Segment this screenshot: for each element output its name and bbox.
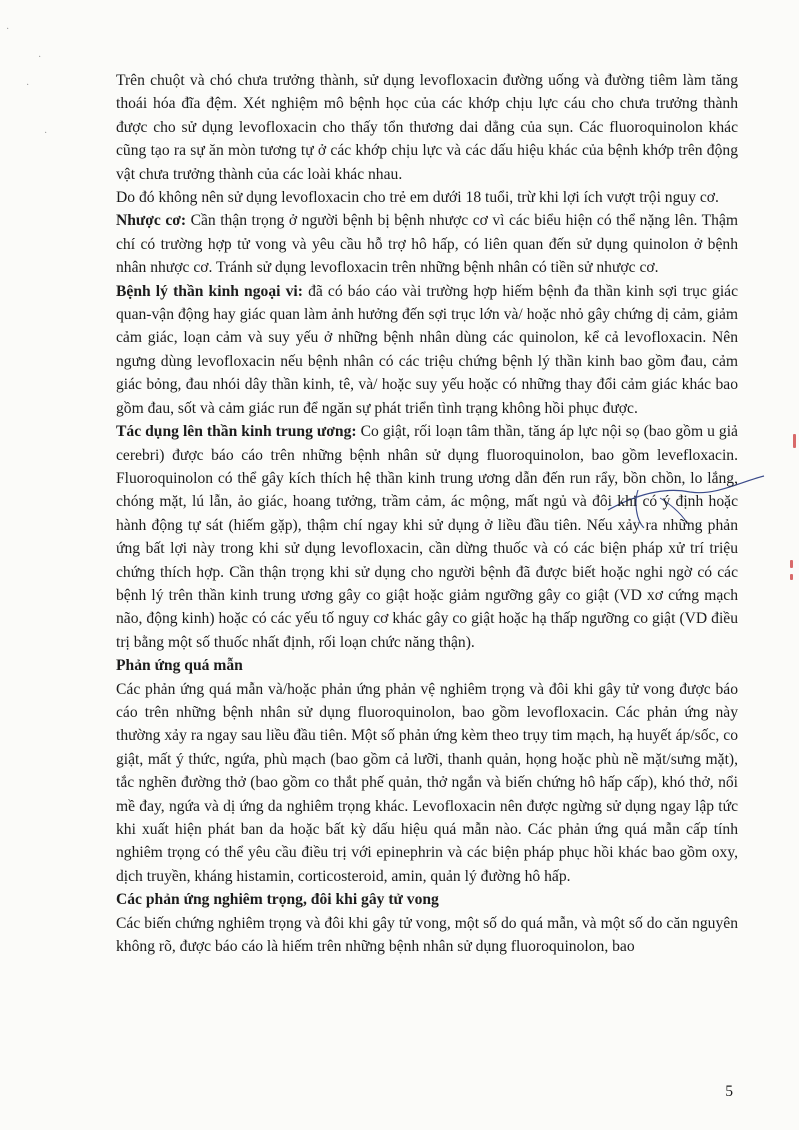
paragraph: Các phản ứng quá mẫn và/hoặc phản ứng phản vệ nghiêm trọng và đôi khi gây tử vong được báo cáo trên những bệnh nhân sử dụng fluoroquinolon, bao gồm levofloxacin. Các phản ứng này thường xảy ra ngay sau liều đầu tiên. Một số phản ứng kèm theo trụy tim mạch, hạ huyết áp/sốc, co giật, mất ý thức, ngứa, phù mạch (bao gồm cả lưỡi, thanh quản, họng hoặc phù nề mặt/sưng mặt), tắc nghẽn đường thở (bao gồm co thắt phế quản, thở ngắn và biến chứng hô hấp cấp), khó thở, nổi mề đay, ngứa và dị ứng da nghiêm trọng khác. Levofloxacin nên được ngừng sử dụng ngay lập tức khi xuất hiện phát ban da hoặc bất kỳ dấu hiệu quá mẫn nào. Các phản ứng quá mẫn cấp tính nghiêm trọng có thể yêu cầu điều trị với epinephrin và các biện pháp phục hồi khác bao gồm oxy, dịch truyền, kháng histamin, corticosteroid, amin, quản lý đường hô hấp. [116, 680, 738, 885]
paragraph: Trên chuột và chó chưa trưởng thành, sử dụng levofloxacin đường uống và đường tiêm làm tăng thoái hóa đĩa đệm. Xét nghiệm mô bệnh học của các khớp chịu lực cáu cho chưa trưởng thành được cho sử dụng levofloxacin cho thấy tổn thương dai dẳng của sụn. Các fluoroquinolon khác cũng tạo ra sự ăn mòn tương tự ở các khớp chịu lực và các dấu hiệu khác của bệnh khớp trên động vật chưa trưởng thành của các loài khác nhau. [116, 72, 738, 183]
section-heading: Các phản ứng nghiêm trọng, đôi khi gây tử vong [116, 891, 439, 909]
paragraph [116, 209, 738, 279]
paragraph: Do đó không nên sử dụng levofloxacin cho trẻ em dưới 18 tuổi, trừ khi lợi ích vượt trội nguy cơ. [116, 189, 719, 207]
paragraph-lead: Nhược cơ: [116, 212, 187, 230]
paragraph-lead: Bệnh lý thần kinh ngoại vi: [116, 282, 303, 300]
document-body [116, 69, 738, 958]
paragraph [116, 420, 738, 654]
margin-ink-mark [790, 560, 793, 568]
paragraph-lead: Tác dụng lên thần kinh trung ương: [116, 423, 357, 441]
scan-speck: · [6, 24, 10, 35]
section-heading: Phản ứng quá mẫn [116, 657, 243, 675]
paragraph-text: đã có báo cáo vài trường hợp hiếm bệnh đa thần kinh sợi trục giác quan-vận động hay giác quan làm ảnh hưởng đến sợi trục lớn và/ hoặc nhỏ gây chứng dị cảm, giảm cảm giác, loạn cảm và suy yếu ở những bệnh nhân dùng các quinolon, kể cả levofloxacin. Nên ngưng dùng levofloxacin nếu bệnh nhân có các triệu chứng bệnh lý thần kinh bao gồm đau, cảm giác bỏng, đau nhói dây thần kinh, tê, và/ hoặc suy yếu hoặc có những thay đổi cảm giác khác bao gồm đau, sốt và cảm giác run để ngăn sự phát triển tình trạng không hồi phục được. [116, 282, 738, 417]
paragraph: Các biến chứng nghiêm trọng và đôi khi gây tử vong, một số do quá mẫn, và một số do căn nguyên không rõ, được báo cáo là hiếm trên những bệnh nhân sử dụng fluoroquinolon, bao [116, 914, 738, 956]
scan-speck: · [38, 52, 42, 63]
paragraph [116, 280, 738, 420]
paragraph-text: Co giật, rối loạn tâm thần, tăng áp lực nội sọ (bao gồm u giả cerebri) được báo cáo trên những bệnh nhân sử dụng fluoroquinolon, bao gồm levefloxacin. Fluoroquinolon có thể gây kích thích hệ thần kinh trung ương dẫn đến run rẩy, bồn chồn, lo lắng, chóng mặt, lú lẫn, ảo giác, hoang tưởng, trầm cảm, ác mộng, mất ngủ và đôi khi có ý định hoặc hành động tự sát (hiếm gặp), thậm chí ngay khi sử dụng ở liều đầu tiên. Nếu xảy ra những phản ứng bất lợi này trong khi sử dụng levofloxacin, cần dừng thuốc và có các biện pháp xử trí triệu chứng thích hợp. Cần thận trọng khi sử dụng cho người bệnh đã được biết hoặc nghi ngờ có các bệnh lý trên thần kinh trung ương gây co giật hoặc giảm ngưỡng gây co giật (VD xơ cứng mạch não, động kinh) hoặc có các yếu tố nguy cơ khác gây co giật hoặc hạ thấp ngưỡng co giật (VD điều trị bằng một số thuốc nhất định, rối loạn chức năng thận). [116, 423, 738, 651]
margin-ink-mark [790, 574, 793, 580]
page-number: 5 [725, 1083, 733, 1100]
margin-ink-mark [793, 434, 796, 448]
paragraph-text: Cần thận trọng ở người bệnh bị bệnh nhược cơ vì các biểu hiện có thể nặng lên. Thậm chí có trường hợp tử vong và yêu cầu hỗ trợ hô hấp, có liên quan đến sử dụng quinolon ở bệnh nhân nhược cơ. Tránh sử dụng levofloxacin trên những bệnh nhân có tiền sử nhược cơ. [116, 212, 738, 277]
scan-speck: · [26, 80, 30, 91]
scan-speck: · [44, 128, 48, 139]
